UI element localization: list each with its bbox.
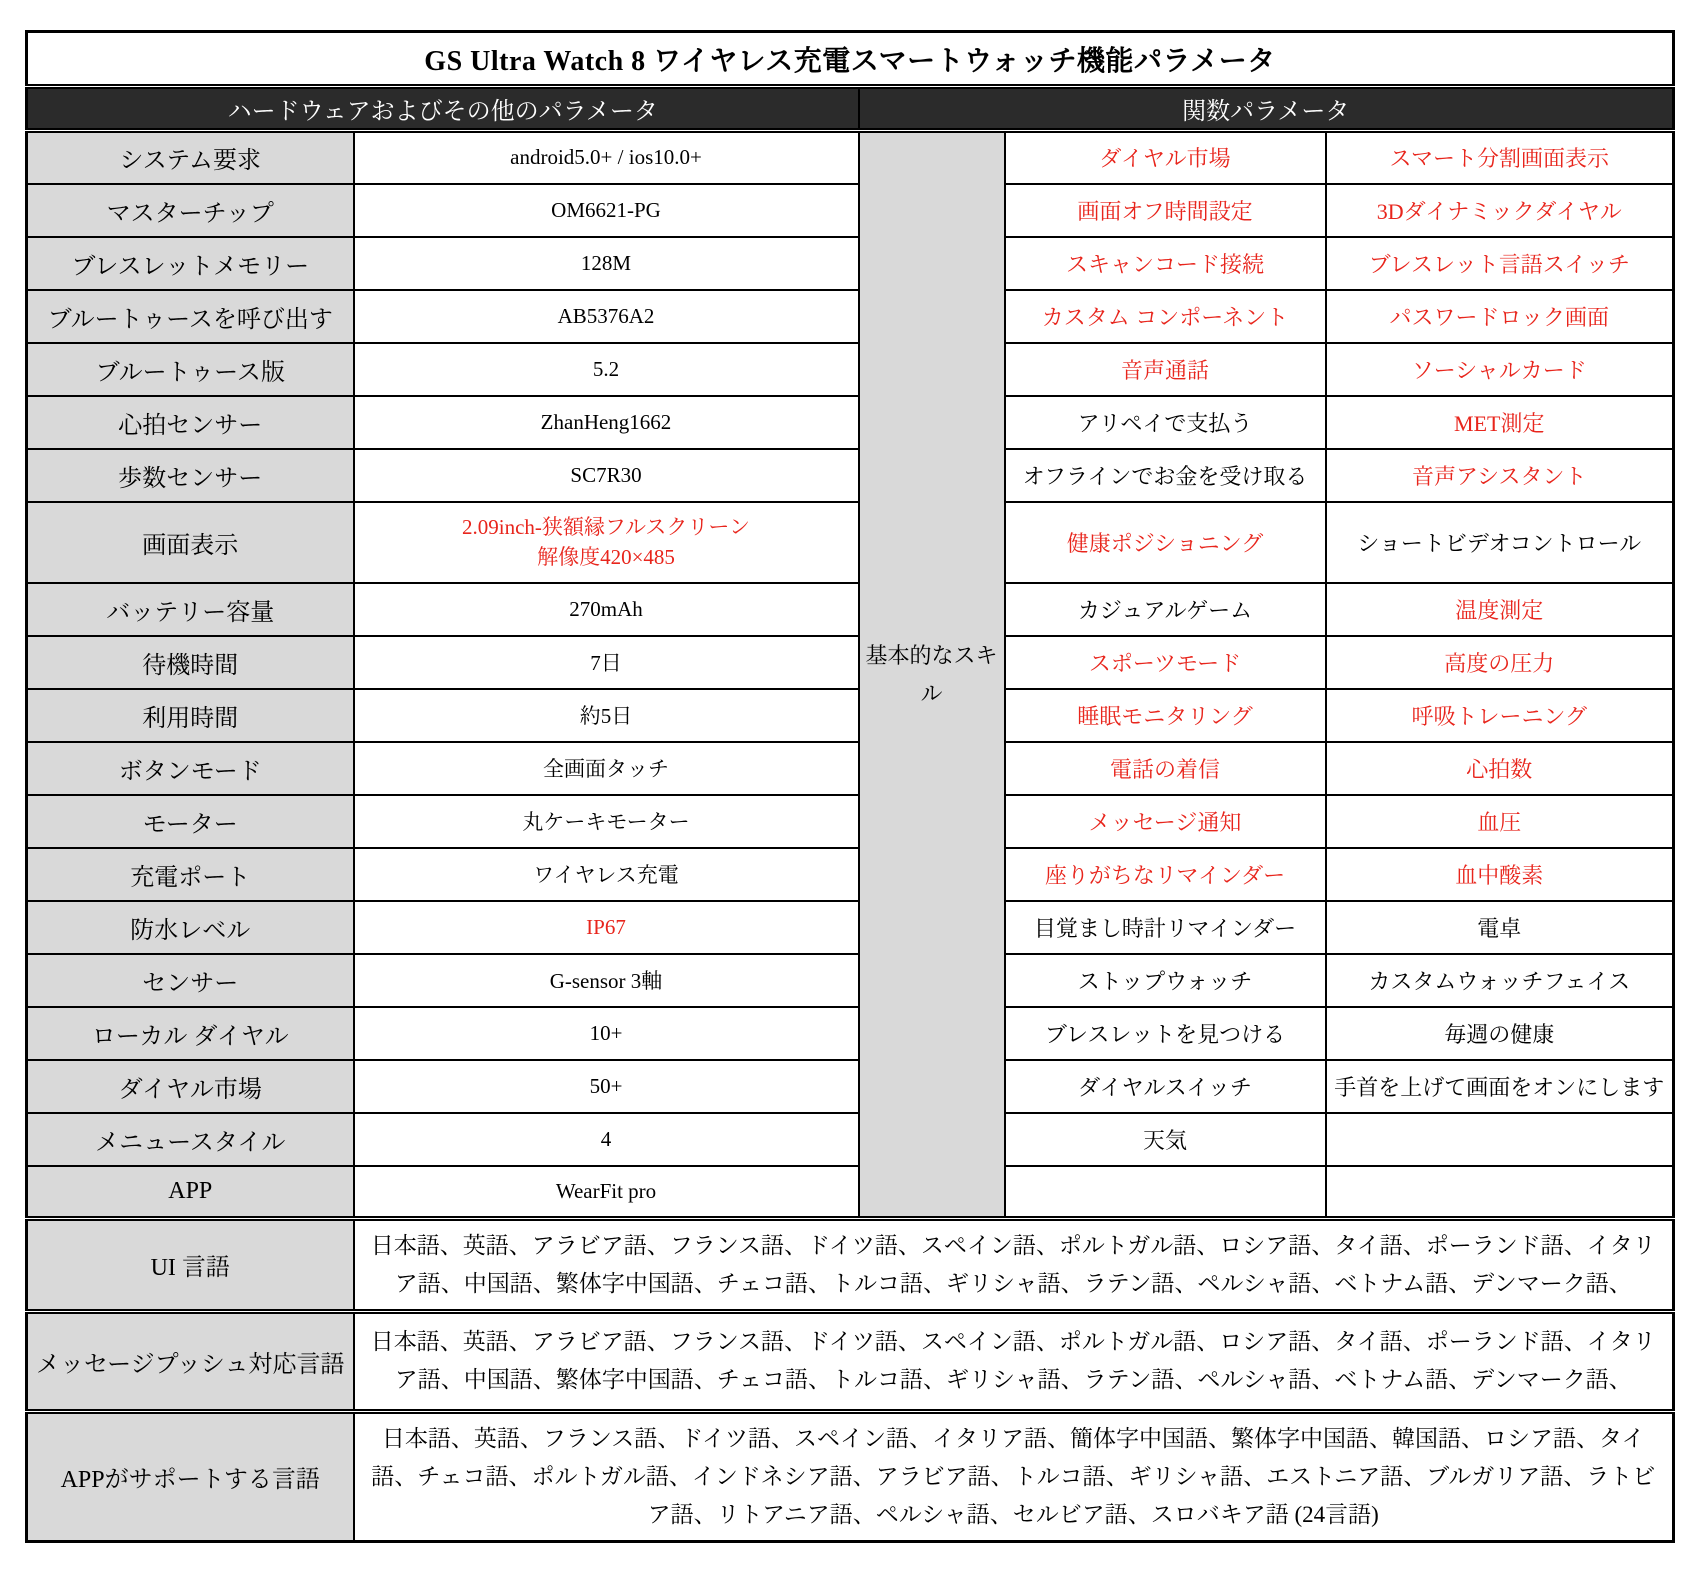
function-cell: パスワードロック画面 [1326,290,1674,343]
function-cell [1326,1166,1674,1219]
function-cell: 健康ポジショニング [1005,502,1326,583]
spec-value: 7日 [354,636,859,689]
function-cell: 呼吸トレーニング [1326,689,1674,742]
spec-value: 丸ケーキモーター [354,795,859,848]
function-cell: 電卓 [1326,901,1674,954]
function-cell: 毎週の健康 [1326,1007,1674,1060]
spec-value: 5.2 [354,343,859,396]
function-cell [1005,1166,1326,1219]
spec-label: ブレスレットメモリー [27,237,354,290]
spec-label: モーター [27,795,354,848]
function-cell: カジュアルゲーム [1005,583,1326,636]
spec-label: ローカル ダイヤル [27,1007,354,1060]
spec-value: ワイヤレス充電 [354,848,859,901]
spec-label: メニュースタイル [27,1113,354,1166]
spec-label: 心拍センサー [27,396,354,449]
page-title: GS Ultra Watch 8 ワイヤレス充電スマートウォッチ機能パラメータ [27,32,1674,87]
spec-label: APP [27,1166,354,1219]
spec-label: システム要求 [27,131,354,184]
function-cell [1326,1113,1674,1166]
spec-value: 約5日 [354,689,859,742]
function-cell: 3Dダイナミックダイヤル [1326,184,1674,237]
spec-value: WearFit pro [354,1166,859,1219]
function-cell: ブレスレットを見つける [1005,1007,1326,1060]
function-cell: ストップウォッチ [1005,954,1326,1007]
spec-label: マスターチップ [27,184,354,237]
language-row-label: APPがサポートする言語 [27,1411,354,1541]
function-cell: アリペイで支払う [1005,396,1326,449]
function-cell: オフラインでお金を受け取る [1005,449,1326,502]
spec-value: G-sensor 3軸 [354,954,859,1007]
spec-value: 50+ [354,1060,859,1113]
spec-label: 充電ポート [27,848,354,901]
function-cell: 血中酸素 [1326,848,1674,901]
function-cell: カスタムウォッチフェイス [1326,954,1674,1007]
function-cell: 音声アシスタント [1326,449,1674,502]
function-cell: ブレスレット言語スイッチ [1326,237,1674,290]
spec-value: 10+ [354,1007,859,1060]
spec-label: 画面表示 [27,502,354,583]
spec-value: SC7R30 [354,449,859,502]
function-cell: ダイヤルスイッチ [1005,1060,1326,1113]
function-cell: 心拍数 [1326,742,1674,795]
hardware-section-header: ハードウェアおよびその他のパラメータ [27,87,859,131]
spec-value: 全画面タッチ [354,742,859,795]
function-cell: ショートビデオコントロール [1326,502,1674,583]
spec-label: ブルートゥース版 [27,343,354,396]
function-cell: 手首を上げて画面をオンにします [1326,1060,1674,1113]
spec-value: 270mAh [354,583,859,636]
function-cell: 電話の着信 [1005,742,1326,795]
spec-label: ブルートゥースを呼び出す [27,290,354,343]
spec-value: IP67 [354,901,859,954]
function-cell: ダイヤル市場 [1005,131,1326,184]
function-cell: 音声通話 [1005,343,1326,396]
spec-value: OM6621-PG [354,184,859,237]
screen-spec-line1: 2.09inch-狭額縁フルスクリーン [461,514,750,539]
screen-spec-line2: 解像度420×485 [537,545,675,569]
function-cell: 目覚まし時計リマインダー [1005,901,1326,954]
function-cell: 血圧 [1326,795,1674,848]
function-cell: 画面オフ時間設定 [1005,184,1326,237]
function-cell: カスタム コンポーネント [1005,290,1326,343]
function-cell: スポーツモード [1005,636,1326,689]
language-row-value: 日本語、英語、アラビア語、フランス語、ドイツ語、スペイン語、ポルトガル語、ロシア語、タイ語、ポーランド語、イタリア語、中国語、繁体字中国語、チェコ語、トルコ語、ギリシャ語、ラテン語、ペルシャ語、ベトナム語、デンマーク語、 [354,1219,1674,1312]
spec-value: android5.0+ / ios10.0+ [354,131,859,184]
spec-label: バッテリー容量 [27,583,354,636]
spec-table [25,30,1675,1543]
function-cell: ソーシャルカード [1326,343,1674,396]
language-row-label: メッセージプッシュ対応言語 [27,1311,354,1411]
spec-label: 歩数センサー [27,449,354,502]
spec-value: ZhanHeng1662 [354,396,859,449]
spec-value: 128M [354,237,859,290]
spec-label: ダイヤル市場 [27,1060,354,1113]
function-cell: 天気 [1005,1113,1326,1166]
spec-label: ボタンモード [27,742,354,795]
language-row-value: 日本語、英語、アラビア語、フランス語、ドイツ語、スペイン語、ポルトガル語、ロシア語、タイ語、ポーランド語、イタリア語、中国語、繁体字中国語、チェコ語、トルコ語、ギリシャ語、ラテン語、ペルシャ語、ベトナム語、デンマーク語、 [354,1311,1674,1411]
function-cell: 高度の圧力 [1326,636,1674,689]
spec-value [354,502,859,583]
function-cell: メッセージ通知 [1005,795,1326,848]
language-row-label: UI 言語 [27,1219,354,1312]
language-row-value: 日本語、英語、フランス語、ドイツ語、スペイン語、イタリア語、簡体字中国語、繁体字中国語、韓国語、ロシア語、タイ語、チェコ語、ポルトガル語、インドネシア語、アラビア語、トルコ語、ギリシャ語、エストニア語、ブルガリア語、ラトビア語、リトアニア語、ペルシャ語、セルビア語、スロバキア語 (24言語) [354,1411,1674,1541]
function-cell: 座りがちなリマインダー [1005,848,1326,901]
spec-label: センサー [27,954,354,1007]
spec-label: 利用時間 [27,689,354,742]
function-cell: スマート分割画面表示 [1326,131,1674,184]
spec-label: 待機時間 [27,636,354,689]
function-cell: スキャンコード接続 [1005,237,1326,290]
function-section-header: 関数パラメータ [859,87,1674,131]
skill-column-label: 基本的なスキル [859,131,1005,1219]
function-cell: 睡眠モニタリング [1005,689,1326,742]
function-cell: 温度測定 [1326,583,1674,636]
spec-value: 4 [354,1113,859,1166]
function-cell: MET測定 [1326,396,1674,449]
spec-value: AB5376A2 [354,290,859,343]
spec-label: 防水レベル [27,901,354,954]
